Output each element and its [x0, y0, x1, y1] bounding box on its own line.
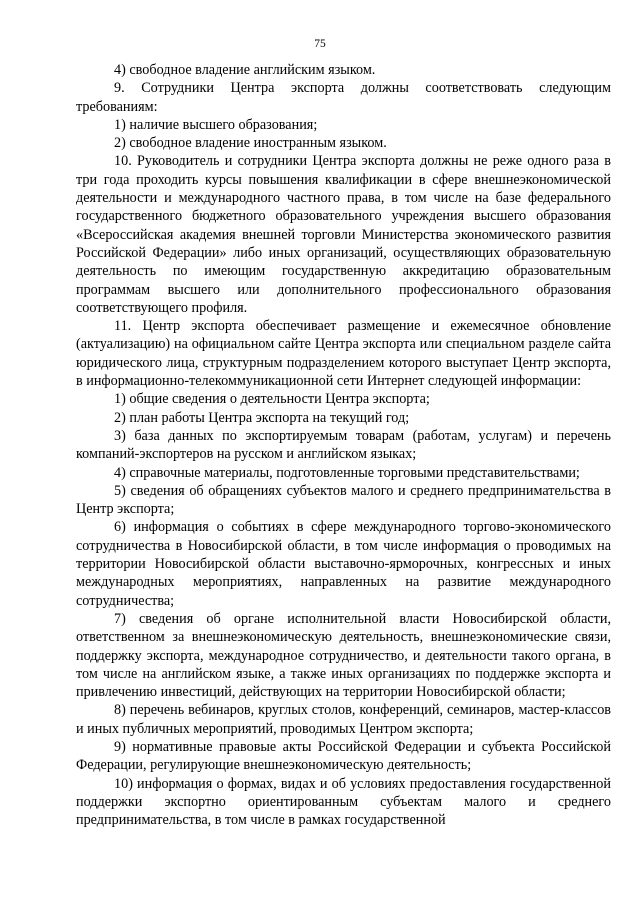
list-item-higher-education: 1) наличие высшего образования;	[114, 116, 318, 133]
list-item-events-info: 6) информация о событиях в сфере международного торгово-экономического сотрудничества в Новосибирской области, в том числе информация о проводимых на территории Новосибирской области выставочно-ярморочных, конгрессных и иных международных мероприятиях, направленных на развитие международного сотрудничества;	[76, 519, 611, 609]
paragraph-4-english: 4) свободное владение английским языком.	[114, 62, 376, 78]
list-item-sme-requests: 5) сведения об обращениях субъектов малого и среднего предпринимательства в Центр экспорта;	[76, 482, 611, 518]
list-item-authority-info: 7) сведения об органе исполнительной власти Новосибирской области, ответственном за внешнеэкономическую деятельность, внешнеэкономические связи, поддержку экспорта, международное сотрудничество, и деятельности такого органа, в том числе на английском языке, а также иных организациях по поддержке экспорта и привлечению инвестиций, действующих на территории Новосибирской области;	[76, 610, 611, 701]
list-item-work-plan: 2) план работы Центра экспорта на текущий год;	[114, 409, 410, 426]
list-item-reference-materials: 4) справочные материалы, подготовленные торговыми представительствами;	[114, 464, 580, 481]
list-item-webinars: 8) перечень вебинаров, круглых столов, конференций, семинаров, мастер-классов и иных публичных мероприятий, проводимых Центром экспорта;	[76, 702, 611, 737]
list-item-export-database: 3) база данных по экспортируемым товарам (работам, услугам) и перечень компаний-экспортеров на русском и английском языках;	[76, 427, 611, 463]
paragraph-11-website: 11. Центр экспорта обеспечивает размещение и ежемесячное обновление (актуализацию) на официальном сайте Центра экспорта или специальном разделе сайта юридического лица, структурным подразделением которого выступает Центр экспорта, в информационно-телекоммуникационной сети Интернет следующей информации:	[76, 318, 611, 390]
list-item-legal-acts: 9) нормативные правовые акты Российской Федерации и субъекта Российской Федерации, регулирующие внешнеэкономическую деятельность;	[76, 738, 611, 774]
list-item-state-support: 10) информация о формах, видах и об условиях предоставления государственной поддержки экспортно ориентированным субъектам малого и среднего предпринимательства, в том числе в рамках государственной	[76, 775, 611, 829]
paragraph-9-requirements: 9. Сотрудники Центра экспорта должны соответствовать следующим требованиям:	[76, 80, 611, 115]
page-number: 75	[314, 38, 326, 50]
list-item-foreign-language: 2) свободное владение иностранным языком.	[114, 135, 387, 152]
document-body	[76, 61, 611, 829]
list-item-general-info: 1) общие сведения о деятельности Центра экспорта;	[114, 391, 430, 408]
paragraph-10-qualification: 10. Руководитель и сотрудники Центра экспорта должны не реже одного раза в три года проходить курсы повышения квалификации в сфере внешнеэкономической деятельности и международного частного права, в том числе на базе федерального государственного бюджетного образовательного учреждения высшего образования «Всероссийская академия внешней торговли Министерства экономического развития Российской Федерации» либо иных организаций, осуществляющих образовательную деятельность по имеющим государственную аккредитацию образовательным программам высшего или дополнительного профессионального образования соответствующего профиля.	[76, 153, 611, 316]
